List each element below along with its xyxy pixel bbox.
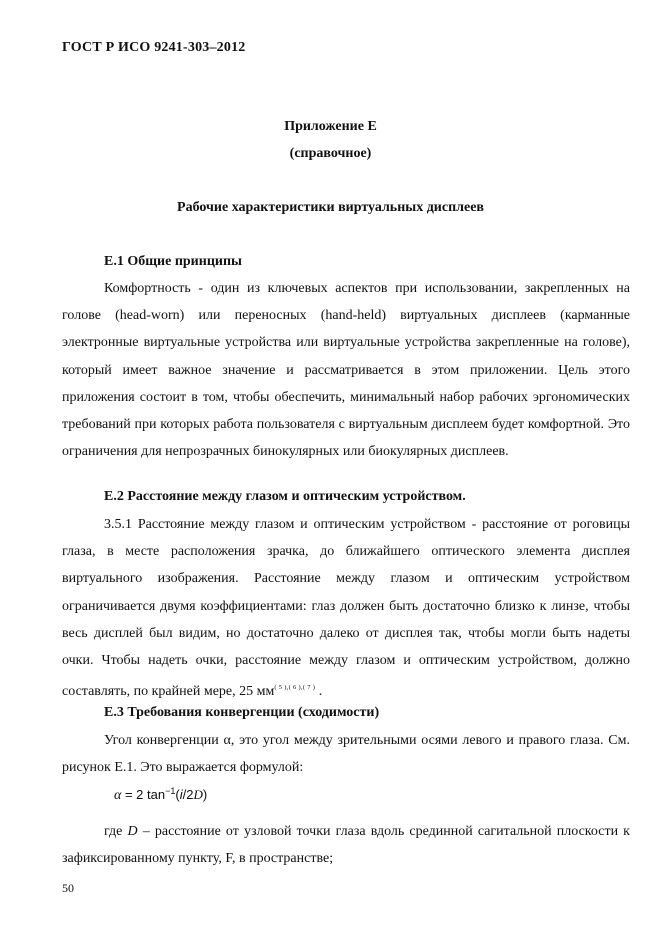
where-text: – расстояние от узловой точки глаза вдоль срединной сагитальной плоскости к зафиксированному пункту, F, в пространстве; <box>62 824 630 867</box>
page-number: 50 <box>62 881 74 895</box>
appendix-subtitle: (справочное) <box>289 146 372 161</box>
where-paragraph <box>62 818 630 872</box>
section-e2-heading: Е.2 Расстояние между глазом и оптическим устройством. <box>104 489 466 504</box>
appendix-name: Рабочие характеристики виртуальных дисплеев <box>177 200 484 215</box>
reference-superscript: ( 5 ),( 6 ),( 7 ) <box>274 684 316 692</box>
section-e2-tail: . <box>315 684 323 700</box>
where-prefix: где <box>104 824 128 839</box>
document-id-header: ГОСТ Р ИСО 9241-303–2012 <box>62 40 246 55</box>
section-e3-heading: Е.3 Требования конвергенции (сходимости) <box>104 705 380 720</box>
formula-mid: /2 <box>182 787 194 802</box>
section-e2-text: 3.5.1 Расстояние между глазом и оптическим устройством - расстояние от роговицы глаза, в месте расположения зрачка, до ближайшего оптического элемента дисплея виртуального изображения. Расстояние между глазом и оптическим устройством ограничивается двумя коэффициентами: глаз должен быть достаточно близко к линзе, чтобы весь дисплей был видим, но достаточно далеко от дисплея так, чтобы могли быть надеты очки. Чтобы надеть очки, расстояние между глазом и оптическим устройством, должно составлять, по крайней мере, 25 мм <box>62 517 630 700</box>
section-e1-heading: Е.1 Общие принципы <box>104 254 242 269</box>
section-e1-paragraph: Комфортность - один из ключевых аспектов при использовании, закрепленных на голове (head-worn) или переносных (hand-held) виртуальных дисплеев (карманные электронные виртуальные устройства или виртуальные устройства закрепленные на голове), который имеет важное значение и рассматривается в этом приложении. Цель этого приложения состоит в том, чтобы обеспечить, минимальный набор рабочих эргономических требований при которых работа пользователя с виртуальным дисплеем будет комфортной. Это ограничения для непрозрачных бинокулярных или биокулярных дисплеев. <box>62 281 630 460</box>
formula-exponent: −1 <box>165 786 176 796</box>
formula-close-paren: ) <box>202 787 208 802</box>
section-e3-paragraph: Угол конвергенции α, это угол между зрительными осями левого и правого глаза. См. рисунок Е.1. Это выражается формулой: <box>62 733 630 776</box>
formula-i: i <box>179 787 183 802</box>
formula-eq: = 2 tan <box>121 787 166 802</box>
convergence-formula <box>114 786 207 804</box>
appendix-title: Приложение Е <box>284 119 377 134</box>
formula-alpha: α <box>114 788 122 803</box>
section-e2-paragraph <box>62 511 630 705</box>
formula-open-paren: ( <box>175 787 180 802</box>
where-variable: D <box>127 824 138 839</box>
formula-d: D <box>193 787 203 802</box>
